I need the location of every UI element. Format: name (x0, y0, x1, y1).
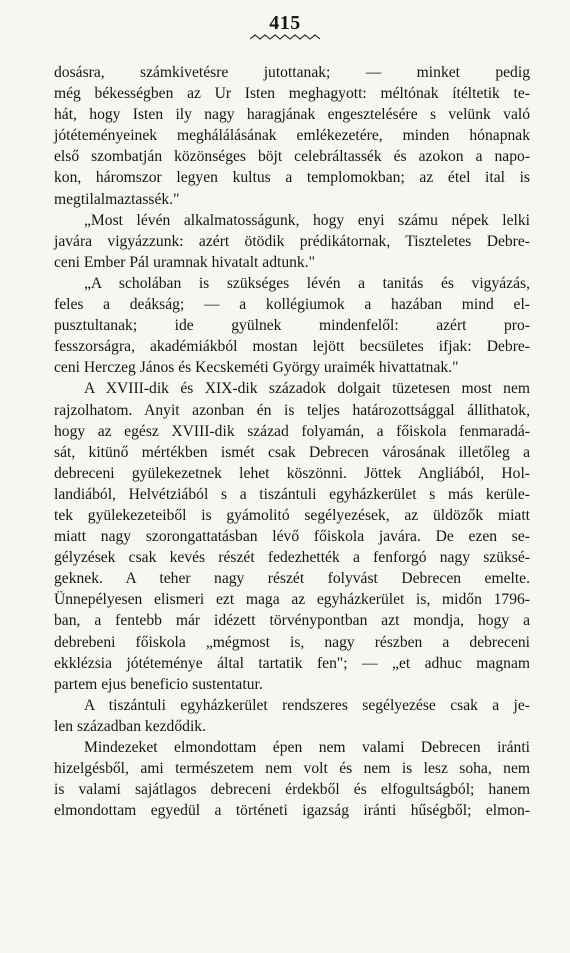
text-line: gélyzések csak kevés részét fedezhették a fenforgó nagy szüksé- (54, 549, 530, 567)
text-line: debreceni gyülekezetnek lehet köszönni. Jöttek Angliából, Hol- (54, 464, 530, 482)
text-line: pusztultanak; ide gyülnek mindenfelől: azért pro- (54, 317, 530, 335)
text-line: rajzolhatom. Anyit azonban én is teljes határozottsággal állithatok, (54, 401, 530, 419)
text-line: hizelgésből, ami természetem nem volt és nem is lesz soha, nem (54, 760, 530, 778)
text-line: Ünnepélyesen elismeri ezt maga az egyházkerület is, midőn 1796- (54, 591, 530, 609)
text-line: megtilalmaztassék." (54, 190, 180, 208)
text-line: miatt nagy szorongattatásban lévő főiskola javára. De ezen se- (54, 528, 530, 546)
page-header (0, 12, 570, 41)
text-line: ban, a fentebb már idézett törvénypontban azt mondja, hogy a (54, 612, 530, 630)
text-line: partem ejus beneficio sustentatur. (54, 675, 263, 693)
text-line: geknek. A teher nagy részét folyvást Debrecen emelte. (54, 570, 530, 588)
text-line: hogy az egész XVIII-dik század folyamán, a főiskola fenmaradá- (54, 422, 530, 440)
text-line: tek gyülekezeteiből is gyámolitó segélyezések, az üldözők miatt (54, 506, 530, 524)
text-line: „A scholában is szükséges lévén a tanitás és vigyázás, (84, 274, 530, 292)
text-line: dosásra, számkivetésre jutottanak; — minket pedig (54, 64, 530, 81)
text-line: ceni Ember Pál uramnak hivatalt adtunk." (54, 253, 315, 271)
text-line: elmondottam egyedül a történeti igazság iránti hűségből; elmon- (54, 802, 530, 820)
text-line: Mindezeket elmondottam épen nem valami Debrecen iránti (84, 739, 530, 756)
text-line: len században kezdődik. (54, 717, 206, 735)
text-line: első szombatján közönséges böjt celebráltassék és azokon a napo- (54, 148, 530, 166)
text-line: feles a deákság; — a kollégiumok a hazában mind el- (54, 296, 530, 314)
text-line: fesszorságra, akadémiákból mostan lejött becsületes ifjak: Debre- (54, 338, 530, 356)
text-line: landiából, Helvétziából s a tiszántuli egyházkerület s más kerüle- (54, 485, 530, 503)
text-line: „Most lévén alkalmatosságunk, hogy enyi számu népek lelki (84, 211, 530, 229)
text-line: hát, hogy Isten ily nagy haragjának engesztelésére s velünk való (54, 106, 530, 124)
text-line: ekklézsia jótéteménye által tartatik fen"; — „et adhuc magnam (54, 654, 530, 672)
text-line: ceni Herczeg János és Kecskeméti György uraimék hivattatnak." (54, 359, 459, 377)
text-line: is valami sajátlagos debreceni érdekből és elfogultságból; hanem (54, 781, 530, 799)
text-line: sát, kitünő mértékben ismét csak Debrecen városának illetőleg a (54, 443, 530, 461)
text-line: jótéteményeinek meghálálásának emlékezetére, minden hónapnak (54, 127, 530, 145)
text-line: még békességben az Ur Isten meghagyott: méltónak ítéltetik te- (54, 85, 530, 103)
body-text (54, 62, 530, 821)
text-line: A tiszántuli egyházkerület rendszeres segélyezése csak a je- (84, 696, 530, 714)
page-number: 415 (269, 12, 301, 34)
text-line: kon, háromszor legyen kultus a templomokban; az étel ital is (54, 169, 530, 187)
text-line: javára vigyázzunk: azért ötödik prédikátornak, Tiszteletes Debre- (54, 232, 530, 250)
text-line: debrebeni főiskola „mégmost is, nagy részben a debreceni (54, 633, 530, 651)
text-line: A XVIII-dik és XIX-dik századok dolgait tüzetesen most nem (84, 380, 530, 398)
